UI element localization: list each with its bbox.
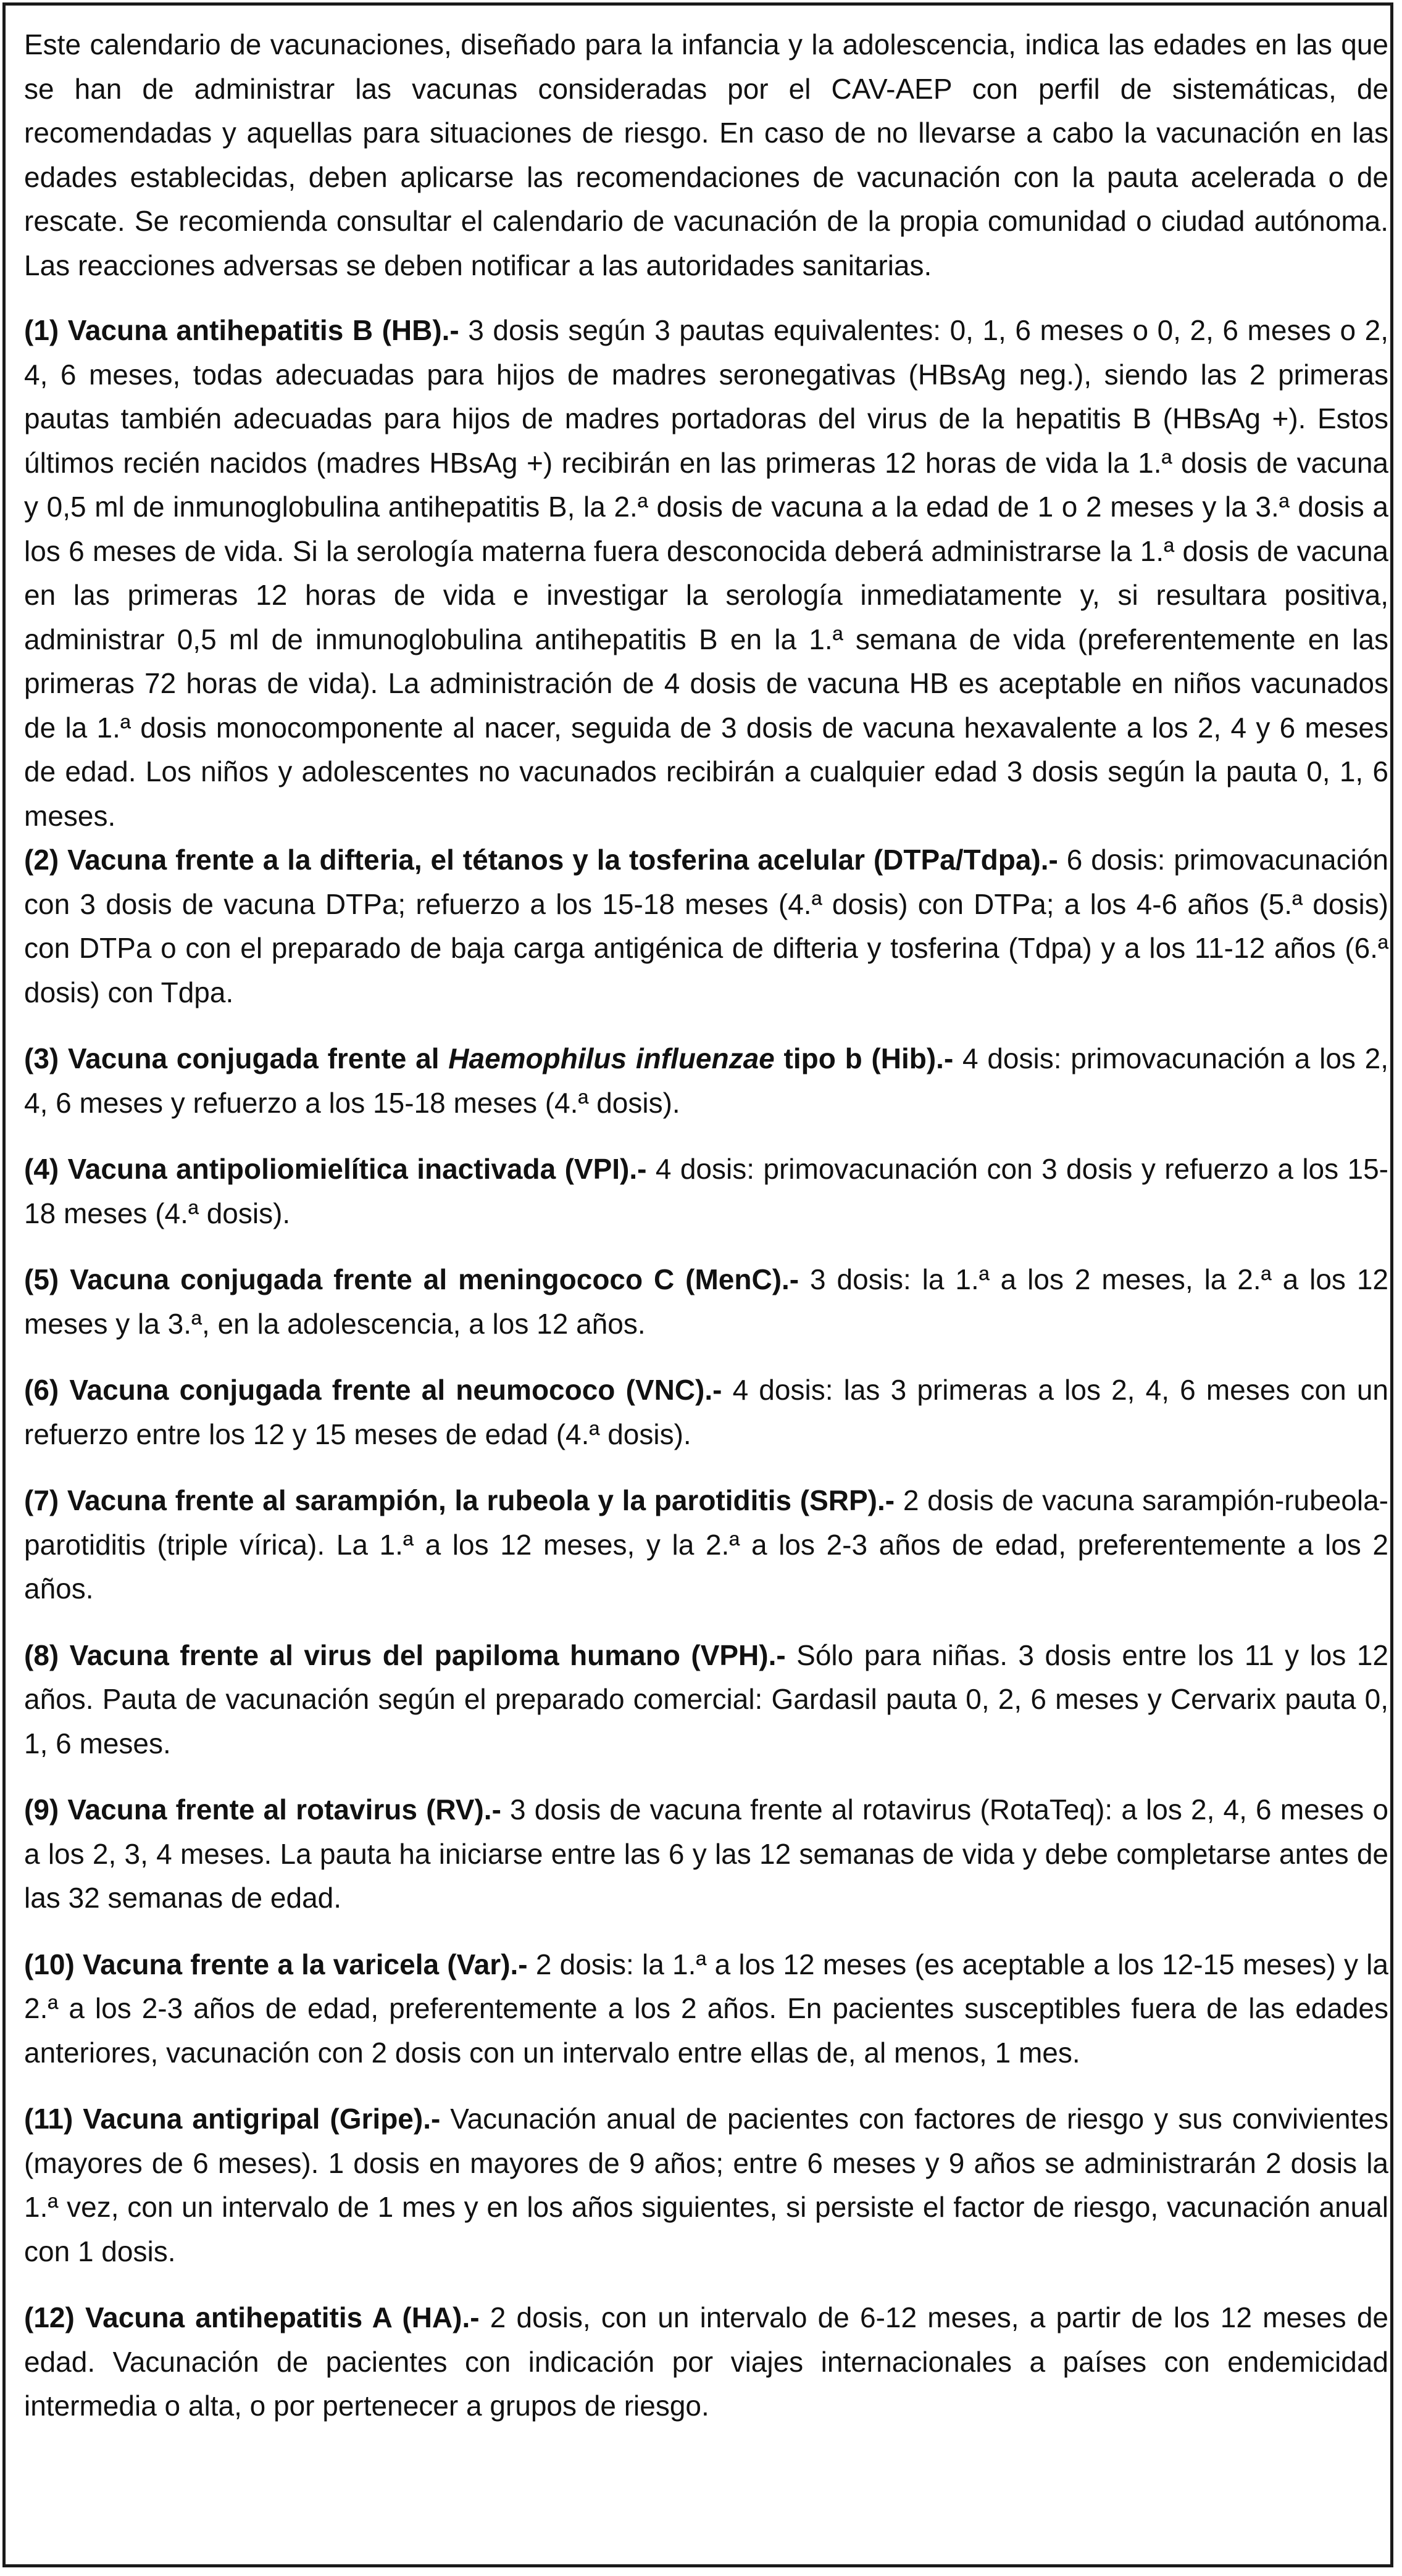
- vaccine-entry-gripe: [24, 2097, 1388, 2274]
- document-frame: [2, 2, 1393, 2567]
- entry-text: 4 dosis: primovacunación con 3 dosis y refuerzo a los 15-18 meses (4.ª dosis).: [24, 1153, 1388, 1229]
- entry-title: (11) Vacuna antigripal (Gripe).-: [24, 2103, 441, 2135]
- entry-text: 2 dosis: la 1.ª a los 12 meses (es aceptable a los 12-15 meses) y la 2.ª a los 2-3 años de edad, preferentemente a los 2 años. En pacientes susceptibles fuera de las edades anteriores, vacunación con 2 dosis con un intervalo entre ellas de, al menos, 1 mes.: [24, 1948, 1388, 2069]
- entry-title: (5) Vacuna conjugada frente al meningococo C (MenC).-: [24, 1263, 799, 1295]
- vaccine-entry-menc: [24, 1258, 1388, 1346]
- entry-text: 4 dosis: primovacunación a los 2, 4, 6 meses y refuerzo a los 15-18 meses (4.ª dosis).: [24, 1042, 1389, 1119]
- entry-title: [24, 1042, 953, 1074]
- entry-text: 2 dosis de vacuna sarampión-rubeola-parotiditis (triple vírica). La 1.ª a los 12 meses, y la 2.ª a los 2-3 años de edad, preferentemente a los 2 años.: [24, 1484, 1388, 1605]
- entry-title: (4) Vacuna antipoliomielítica inactivada (VPI).-: [24, 1153, 647, 1185]
- entry-title: (6) Vacuna conjugada frente al neumococo (VNC).-: [24, 1374, 722, 1406]
- entry-title-prefix: (3) Vacuna conjugada frente al: [24, 1042, 449, 1074]
- entry-text: 3 dosis de vacuna frente al rotavirus (RotaTeq): a los 2, 4, 6 meses o a los 2, 3, 4 meses. La pauta ha iniciarse entre las 6 y las 12 semanas de vida y debe completarse antes de las 32 semanas de edad.: [24, 1793, 1389, 1914]
- entry-title: (12) Vacuna antihepatitis A (HA).-: [24, 2301, 480, 2333]
- intro-paragraph: Este calendario de vacunaciones, diseñado para la infancia y la adolescencia, indica las edades en las que se han de administrar las vacunas consideradas por el CAV-AEP con perfil de sistemáticas, de recomendadas y aquellas para situaciones de riesgo. En caso de no llevarse a cabo la vacunación en las edades establecidas, deben aplicarse las recomendaciones de vacunación con la pauta acelerada o de rescate. Se recomienda consultar el calendario de vacunación de la propia comunidad o ciudad autónoma. Las reacciones adversas se deben notificar a las autoridades sanitarias.: [24, 28, 1388, 281]
- vaccine-entry-srp: [24, 1479, 1388, 1611]
- vaccine-entry-vph: [24, 1634, 1388, 1766]
- entry-title: (9) Vacuna frente al rotavirus (RV).-: [24, 1793, 501, 1826]
- vaccine-entry-vnc: [24, 1368, 1388, 1456]
- vaccine-entry-rv: [24, 1788, 1388, 1921]
- entry-title-suffix: tipo b (Hib).-: [774, 1042, 954, 1074]
- entry-text: 3 dosis: la 1.ª a los 2 meses, la 2.ª a los 12 meses y la 3.ª, en la adolescencia, a los 12 años.: [24, 1263, 1388, 1340]
- entry-text: 3 dosis según 3 pautas equivalentes: 0, 1, 6 meses o 0, 2, 6 meses o 2, 4, 6 meses, todas adecuadas para hijos de madres seronegativas (HBsAg neg.), siendo las 2 primeras pautas también adecuadas para hijos de madres portadoras del virus de la hepatitis B (HBsAg +). Estos últimos recién nacidos (madres HBsAg +) recibirán en las primeras 12 horas de vida la 1.ª dosis de vacuna y 0,5 ml de inmunoglobulina antihepatitis B, la 2.ª dosis de vacuna a la edad de 1 o 2 meses y la 3.ª dosis a los 6 meses de vida. Si la serología materna fuera desconocida deberá administrarse la 1.ª dosis de vacuna en las primeras 12 horas de vida e investigar la serología inmediatamente y, si resultara positiva, administrar 0,5 ml de inmunoglobulina antihepatitis B en la 1.ª semana de vida (preferentemente en las primeras 72 horas de vida). La administración de 4 dosis de vacuna HB es aceptable en niños vacunados de la 1.ª dosis monocomponente al nacer, seguida de 3 dosis de vacuna hexavalente a los 2, 4 y 6 meses de edad. Los niños y adolescentes no vacunados recibirán a cualquier edad 3 dosis según la pauta 0, 1, 6 meses.: [24, 314, 1388, 832]
- entry-title: (8) Vacuna frente al virus del papiloma humano (VPH).-: [24, 1639, 786, 1671]
- document-body: [24, 23, 1388, 2451]
- entry-title: (7) Vacuna frente al sarampión, la rubeola y la parotiditis (SRP).-: [24, 1484, 895, 1516]
- vaccine-entry-hepatitis-b: [24, 309, 1388, 838]
- entry-text: 4 dosis: las 3 primeras a los 2, 4, 6 meses con un refuerzo entre los 12 y 15 meses de edad (4.ª dosis).: [24, 1374, 1388, 1450]
- vaccine-entry-var: [24, 1943, 1388, 2075]
- vaccine-entry-hib: [24, 1037, 1388, 1125]
- entry-title-species: Haemophilus influenzae: [448, 1042, 775, 1074]
- vaccine-entry-dtpa: [24, 838, 1388, 1015]
- entry-title: (10) Vacuna frente a la varicela (Var).-: [24, 1948, 528, 1980]
- entry-text: 6 dosis: primovacunación con 3 dosis de vacuna DTPa; refuerzo a los 15-18 meses (4.ª dosis) con DTPa; a los 4-6 años (5.ª dosis) con DTPa o con el preparado de baja carga antigénica de difteria y tosferina (Tdpa) y a los 11-12 años (6.ª dosis) con Tdpa.: [24, 844, 1388, 1008]
- entry-title: (1) Vacuna antihepatitis B (HB).-: [24, 314, 459, 346]
- entry-text: 2 dosis, con un intervalo de 6-12 meses, a partir de los 12 meses de edad. Vacunación de pacientes con indicación por viajes internacionales a países con endemicidad intermedia o alta, o por pertenecer a grupos de riesgo.: [24, 2301, 1389, 2422]
- entry-title: (2) Vacuna frente a la difteria, el tétanos y la tosferina acelular (DTPa/Tdpa).-: [24, 844, 1058, 876]
- vaccine-entry-vpi: [24, 1147, 1388, 1236]
- entry-text: Vacunación anual de pacientes con factores de riesgo y sus convivientes (mayores de 6 meses). 1 dosis en mayores de 9 años; entre 6 meses y 9 años se administrarán 2 dosis la 1.ª vez, con un intervalo de 1 mes y en los años siguientes, si persiste el factor de riesgo, vacunación anual con 1 dosis.: [24, 2103, 1388, 2267]
- vaccine-entry-ha: [24, 2296, 1388, 2429]
- entry-text: Sólo para niñas. 3 dosis entre los 11 y los 12 años. Pauta de vacunación según el preparado comercial: Gardasil pauta 0, 2, 6 meses y Cervarix pauta 0, 1, 6 meses.: [24, 1639, 1388, 1760]
